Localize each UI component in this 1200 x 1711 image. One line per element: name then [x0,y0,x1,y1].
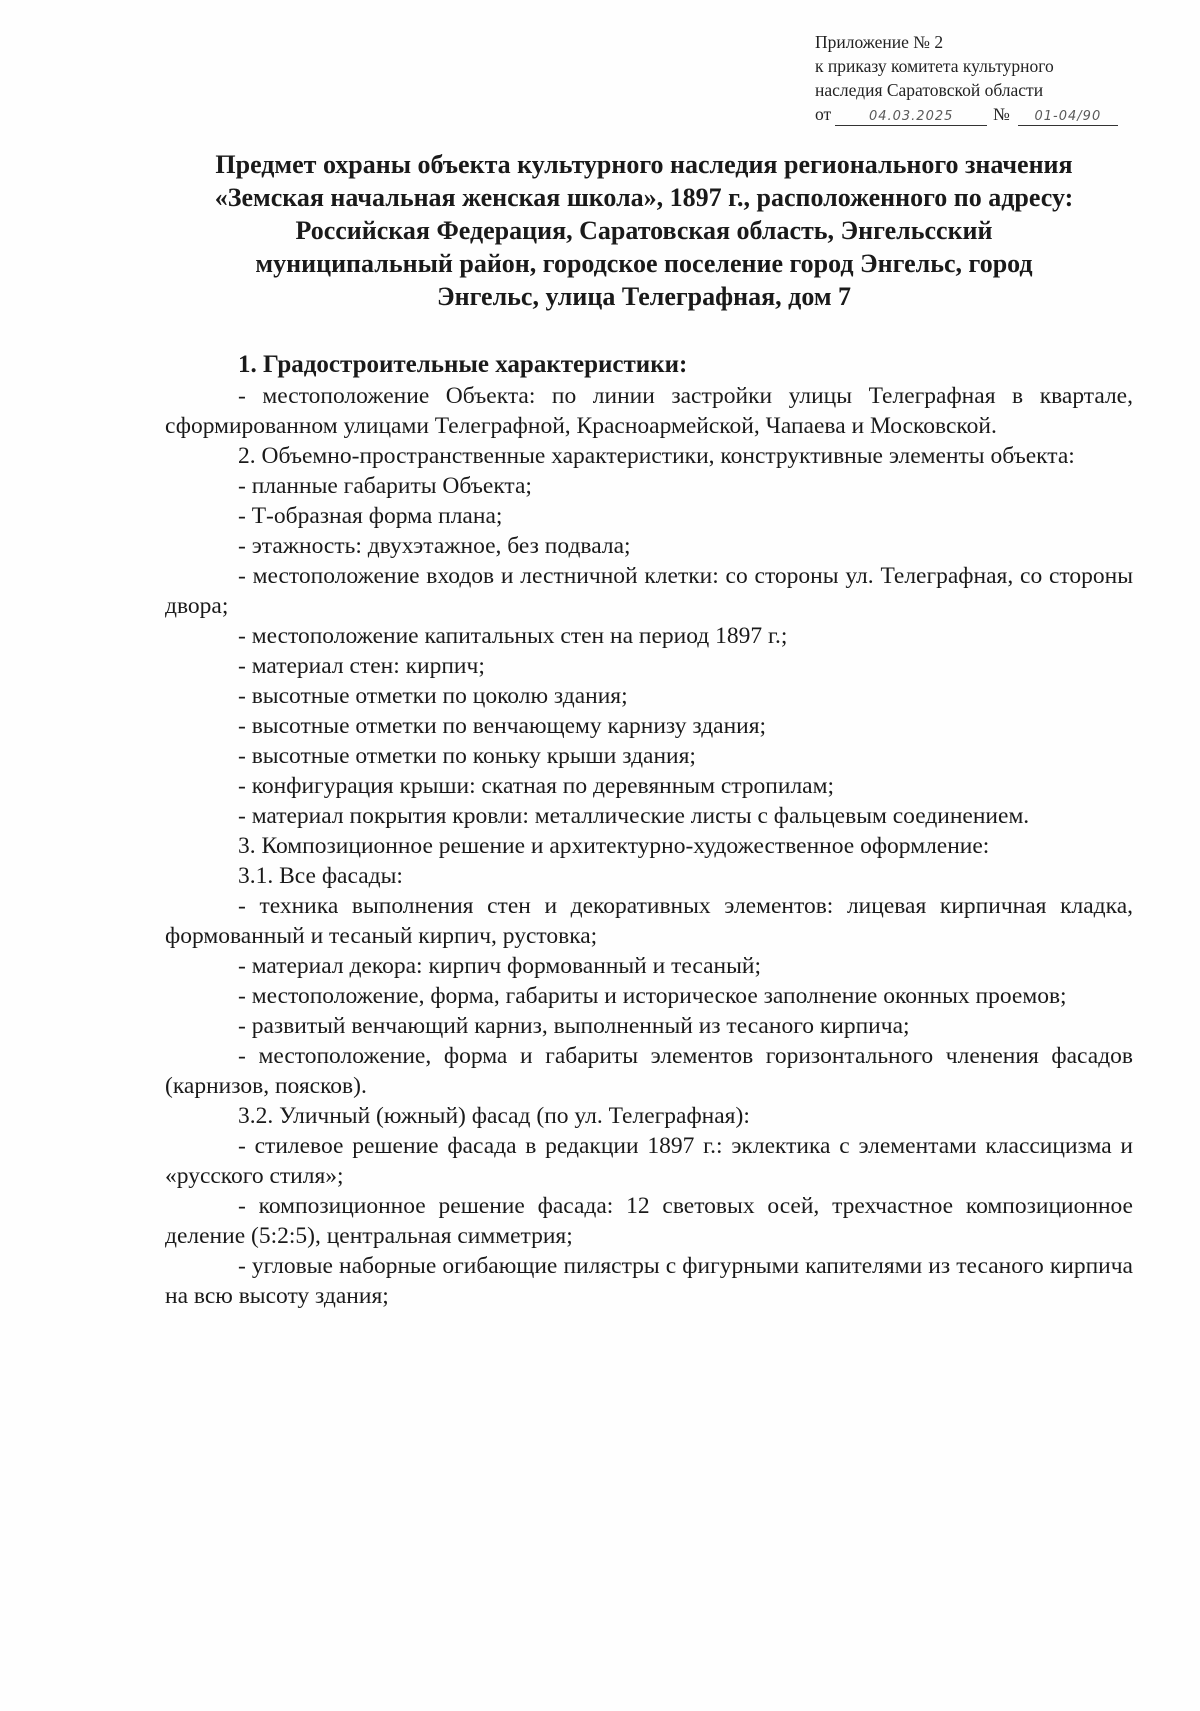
order-number-handwritten: 01-04/90 [1018,109,1118,126]
list-item: - конфигурация крыши: скатная по деревянным стропилам; [238,773,835,799]
title-line: Российская Федерация, Саратовская область, Энгельсский [295,216,993,245]
list-item: - стилевое решение фасада в редакции 1897 г.: эклектика с элементами классицизма и «русского стиля»; [165,1133,1133,1189]
order-date-handwritten: 04.03.2025 [835,109,987,126]
subsection-3-2-heading: 3.2. Уличный (южный) фасад (по ул. Телеграфная): [238,1103,750,1129]
list-item: - угловые наборные огибающие пилястры с фигурными капителями из тесаного кирпича на всю высоту здания; [165,1253,1133,1309]
title-line: Предмет охраны объекта культурного наследия регионального значения [215,150,1073,179]
section-1-heading: 1. Градостроительные характеристики: [238,351,688,378]
list-item: - развитый венчающий карниз, выполненный из тесаного кирпича; [238,1013,910,1039]
list-item: - местоположение, форма, габариты и историческое заполнение оконных проемов; [238,983,1067,1009]
list-item: - техника выполнения стен и декоративных элементов: лицевая кирпичная кладка, формованный и тесаный кирпич, рустовка; [165,893,1133,949]
annex-committee: наследия Саратовской области [815,80,1044,100]
list-item: - Т-образная форма плана; [238,503,503,529]
section-2-heading: 2. Объемно-пространственные характеристики, конструктивные элементы объекта: [238,443,1075,469]
list-item: - местоположение, форма и габариты элементов горизонтального членения фасадов (карнизов, поясков). [165,1043,1133,1099]
from-label: от [815,104,832,124]
list-item: - высотные отметки по коньку крыши здания; [238,743,696,769]
annex-date-number-row [815,102,1145,126]
list-item: - высотные отметки по цоколю здания; [238,683,628,709]
list-item: - материал стен: кирпич; [238,653,485,679]
annex-order-ref: к приказу комитета культурного [815,56,1054,76]
title-line: Энгельс, улица Телеграфная, дом 7 [436,282,852,311]
subsection-3-1-heading: 3.1. Все фасады: [238,863,403,889]
list-item: - этажность: двухэтажное, без подвала; [238,533,631,559]
list-item: - планные габариты Объекта; [238,473,532,499]
list-item: - местоположение капитальных стен на период 1897 г.; [238,623,788,649]
title-line: «Земская начальная женская школа», 1897 г., расположенного по адресу: [214,183,1074,212]
title-line: муниципальный район, городское поселение город Энгельс, город [255,249,1033,278]
list-item: - материал покрытия кровли: металлические листы с фальцевым соединением. [238,803,1030,829]
document-title [150,148,1138,313]
annex-block [815,30,1145,126]
list-item: - местоположение входов и лестничной клетки: со стороны ул. Телеграфная, со стороны двора; [165,563,1133,619]
list-item: - местоположение Объекта: по линии застройки улицы Телеграфная в квартале, сформированном улицами Телеграфной, Красноармейской, Чапаева и Московской. [165,383,1133,439]
number-label: № [993,104,1010,124]
list-item: - высотные отметки по венчающему карнизу здания; [238,713,767,739]
list-item: - материал декора: кирпич формованный и тесаный; [238,953,761,979]
list-item: - композиционное решение фасада: 12 световых осей, трехчастное композиционное деление (5:2:5), центральная симметрия; [165,1193,1133,1249]
section-3-heading: 3. Композиционное решение и архитектурно-художественное оформление: [238,833,990,859]
document-body [165,350,1133,1311]
annex-number: Приложение № 2 [815,32,944,52]
